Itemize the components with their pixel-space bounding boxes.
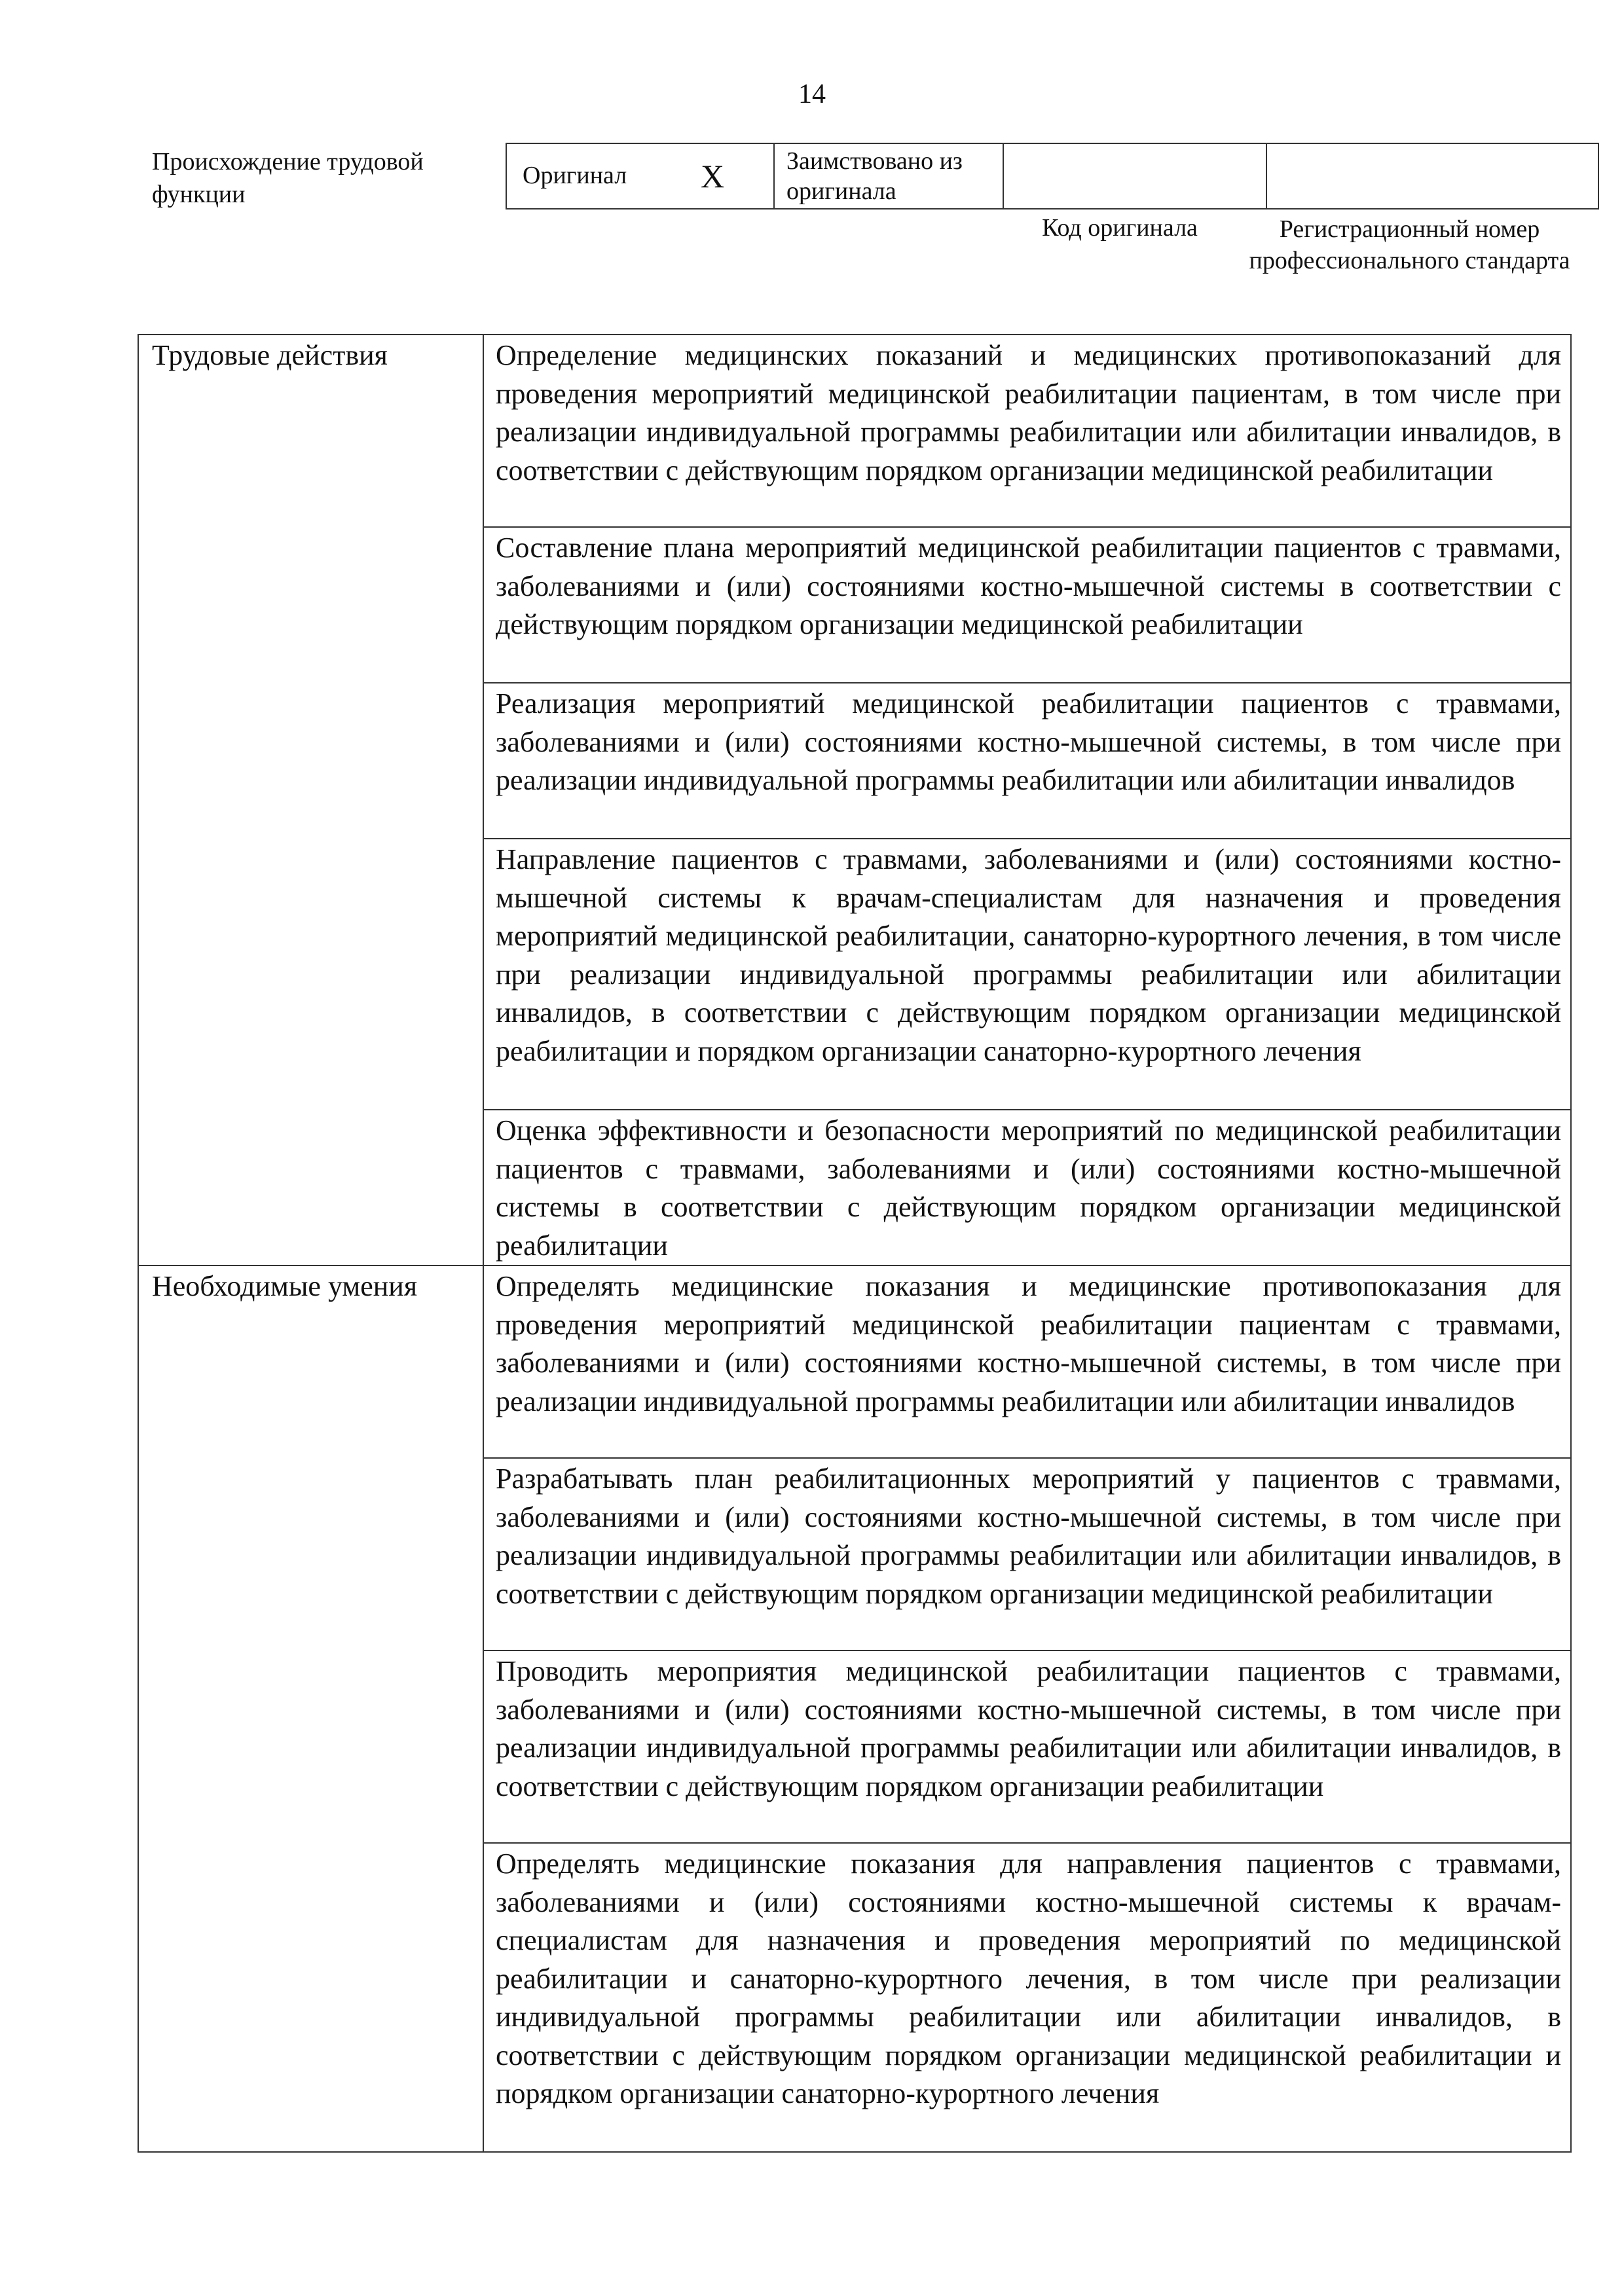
original-label: Оригинал [523,162,627,189]
table-cell: Составление плана мероприятий медицинской реабилитации пациентов с травмами, заболеваниями и (или) состояниями костно-мышечной системы в соответствии с действующим порядком организации медицинской реабилитации [483,527,1571,683]
table-cell: Разрабатывать план реабилитационных мероприятий у пациентов с травмами, заболеваниями и (или) состояниями костно-мышечной системы, в том числе при реализации индивидуальной программы реабилитации или абилитации инвалидов, в соответствии с действующим порядком организации медицинской реабилитации [483,1458,1571,1650]
table-cell: Проводить мероприятия медицинской реабилитации пациентов с травмами, заболеваниями и (или) состояниями костно-мышечной системы, в том числе при реализации индивидуальной программы реабилитации или абилитации инвалидов, в соответствии с действующим порядком организации реабилитации [483,1650,1571,1843]
page-number: 14 [798,79,826,109]
borrowed-label: Заимствовано из оригинала [774,143,1003,209]
origin-label: Происхождение трудовой функции [152,148,424,208]
table-row [138,335,1571,527]
labor-function-table [138,334,1572,2153]
table-cell: Оценка эффективности и безопасности мероприятий по медицинской реабилитации пациентов с травмами, заболеваниями и (или) состояниями костно-мышечной системы в соответствии с действующим порядком организации медицинской реабилитации [483,1110,1571,1266]
original-mark: X [701,158,725,194]
table-cell: Направление пациентов с травмами, заболеваниями и (или) состояниями костно-мышечной системы к врачам-специалистам для назначения и проведения мероприятий медицинской реабилитации, санаторно-курортного лечения, в том числе при реализации индивидуальной программы реабилитации или абилитации инвалидов, в соответствии с действующим порядком организации медицинской реабилитации и порядком организации санаторно-курортного лечения [483,839,1571,1110]
registration-number-cell [1266,143,1598,209]
original-code-cell [1003,143,1266,209]
table-cell: Реализация мероприятий медицинской реабилитации пациентов с травмами, заболеваниями и (или) состояниями костно-мышечной системы, в том числе при реализации индивидуальной программы реабилитации или абилитации инвалидов [483,683,1571,839]
registration-number-caption: Регистрационный номер профессионального стандарта [1249,215,1570,274]
table-row [138,1266,1571,1458]
section-heading-labor-actions: Трудовые действия [138,335,483,1266]
table-cell: Определение медицинских показаний и медицинских противопоказаний для проведения мероприятий медицинской реабилитации пациентам, в том числе при реализации индивидуальной программы реабилитации или абилитации инвалидов, в соответствии с действующим порядком организации медицинской реабилитации [483,335,1571,527]
original-code-caption: Код оригинала [1042,214,1198,242]
table-cell: Определять медицинские показания для направления пациентов с травмами, заболеваниями и (или) состояниями костно-мышечной системы к врачам-специалистам для назначения и проведения мероприятий по медицинской реабилитации и санаторно-курортного лечения, в том числе при реализации индивидуальной программы реабилитации или абилитации инвалидов, в соответствии с действующим порядком организации медицинской реабилитации и порядком организации санаторно-курортного лечения [483,1843,1571,2152]
origin-table [506,143,1599,210]
table-cell: Определять медицинские показания и медицинские противопоказания для проведения мероприятий медицинской реабилитации пациентам с травмами, заболеваниями и (или) состояниями костно-мышечной системы, в том числе при реализации индивидуальной программы реабилитации или абилитации инвалидов [483,1266,1571,1458]
original-cell [506,143,774,209]
section-heading-required-skills: Необходимые умения [138,1266,483,2152]
